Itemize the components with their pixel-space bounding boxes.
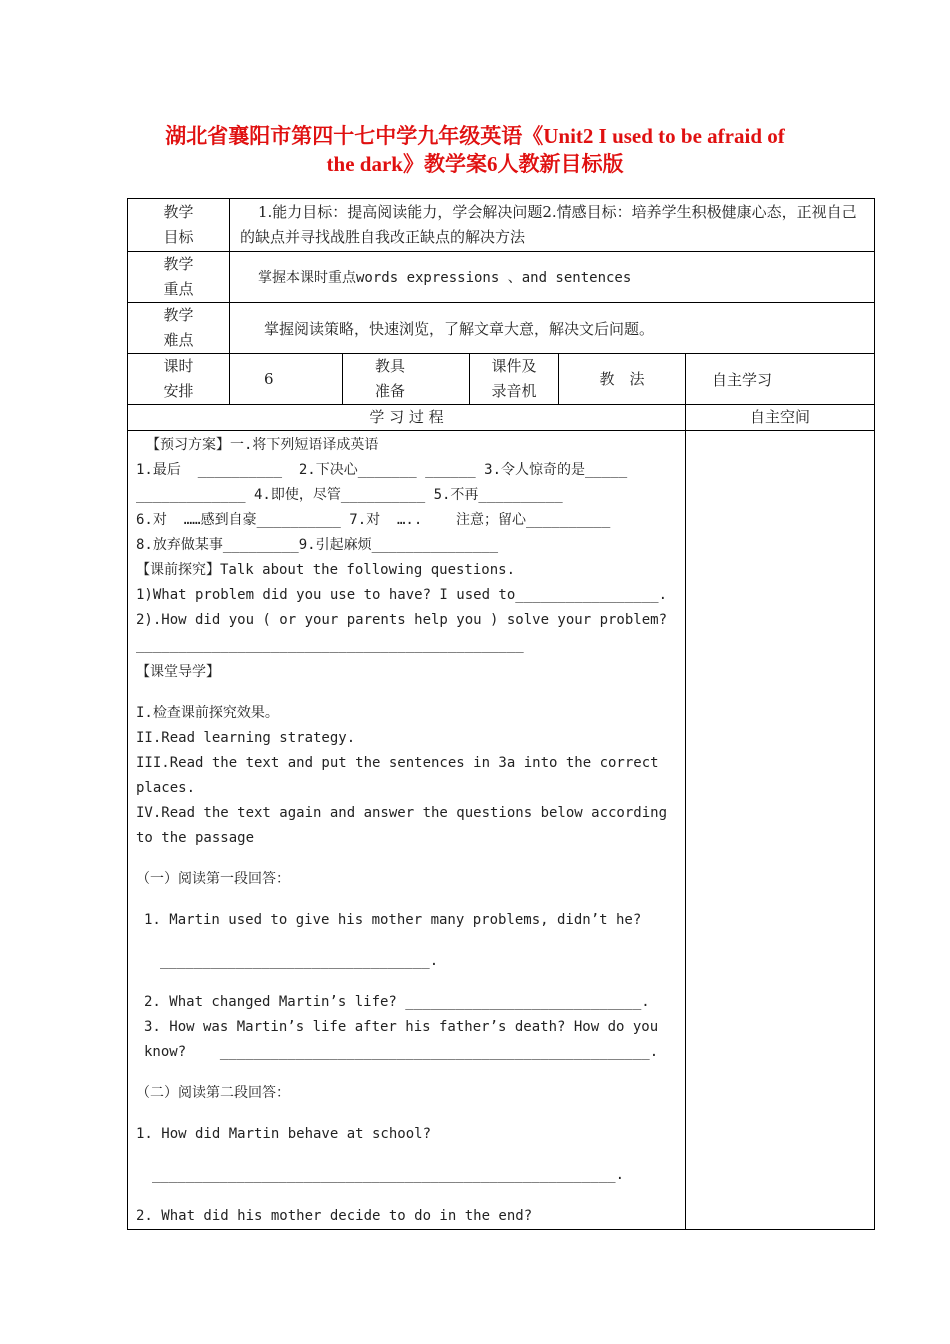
para-1-question-3b: know? ___________________________________________________. (144, 1044, 659, 1060)
step-2: II.Read learning strategy. (136, 730, 356, 746)
key-label: 教学 重点 (128, 252, 230, 303)
para-1-question-3a: 3. How was Martin’s life after his father’s death? How do you (144, 1019, 659, 1035)
para-1-question-2: 2. What changed Martin’s life? ____________________________. (144, 994, 650, 1010)
para-2-question-1: 1. How did Martin behave at school? (136, 1126, 432, 1142)
row-key (128, 252, 875, 303)
row-schedule (128, 354, 875, 405)
class-heading: 【课堂导学】 (136, 664, 220, 680)
step-3a: III.Read the text and put the sentences in 3a into the correct (136, 755, 659, 771)
row-process-header (128, 405, 875, 431)
difficulty-text: 掌握阅读策略，快速浏览，了解文章大意，解决文后问题。 (230, 303, 875, 354)
explore-question-1: 1)What problem did you use to have? I used to_________________. (136, 587, 668, 603)
preview-line-1: 1.最后 __________ 2.下决心_______ ______ 3.令人惊奇的是_____ (136, 462, 628, 478)
para-2-heading: （二）阅读第二段回答： (136, 1085, 290, 1101)
explore-question-2: 2).How did you ( or your parents help you ) solve your problem? (136, 612, 668, 628)
para-2-question-2: 2. What did his mother decide to do in the end? (136, 1208, 533, 1224)
method-label: 教 法 (559, 354, 686, 405)
step-4b: to the passage (136, 830, 255, 846)
process-label: 学 习 过 程 (128, 405, 686, 431)
document-title (0, 122, 950, 178)
schedule-value: 6 (230, 354, 343, 405)
step-1: I.检查课前探究效果。 (136, 705, 279, 721)
row-content (128, 431, 875, 1230)
key-text: 掌握本课时重点words expressions 、and sentences (230, 252, 875, 303)
title-line-1: 湖北省襄阳市第四十七中学九年级英语《Unit2 I used to be afraid of (165, 124, 785, 148)
para-1-question-1: 1. Martin used to give his mother many problems, didn’t he? (144, 912, 642, 928)
explore-answer-blank: ______________________________________________ (136, 637, 524, 653)
para-1-heading: （一）阅读第一段回答： (136, 871, 290, 887)
lesson-plan-table (127, 198, 875, 1230)
para-2-question-1-blank: _______________________________________________________. (152, 1167, 625, 1183)
row-goal (128, 199, 875, 252)
step-4a: IV.Read the text again and answer the questions below according (136, 805, 668, 821)
courseware-label: 课件及 录音机 (470, 354, 559, 405)
step-3b: places. (136, 780, 196, 796)
goal-text: 1.能力目标：提高阅读能力，学会解决问题2.情感目标：培养学生积极健康心态，正视自己的缺点并寻找战胜自我改正缺点的解决方法 (230, 199, 875, 252)
tools-label: 教具 准备 (343, 354, 470, 405)
para-1-question-1-blank: ________________________________. (160, 953, 439, 969)
preview-heading: 【预习方案】一.将下列短语译成英语 (146, 437, 379, 453)
self-space-label: 自主空间 (686, 405, 875, 431)
difficulty-label: 教学 难点 (128, 303, 230, 354)
title-line-2: the dark》教学案6人教新目标版 (326, 152, 624, 176)
preview-line-2: _____________ 4.即使，尽管__________ 5.不再__________ (136, 487, 563, 503)
explore-heading: 【课前探究】Talk about the following questions. (136, 562, 516, 578)
goal-label: 教学 目标 (128, 199, 230, 252)
study-process-content (128, 431, 686, 1230)
method-value: 自主学习 (686, 354, 875, 405)
self-space-area (686, 431, 875, 1230)
row-difficulty (128, 303, 875, 354)
schedule-label: 课时 安排 (128, 354, 230, 405)
preview-line-3: 6.对 ……感到自豪__________ 7.对 ….. 注意；留心__________ (136, 512, 611, 528)
preview-line-4: 8.放弃做某事_________9.引起麻烦_______________ (136, 537, 499, 553)
